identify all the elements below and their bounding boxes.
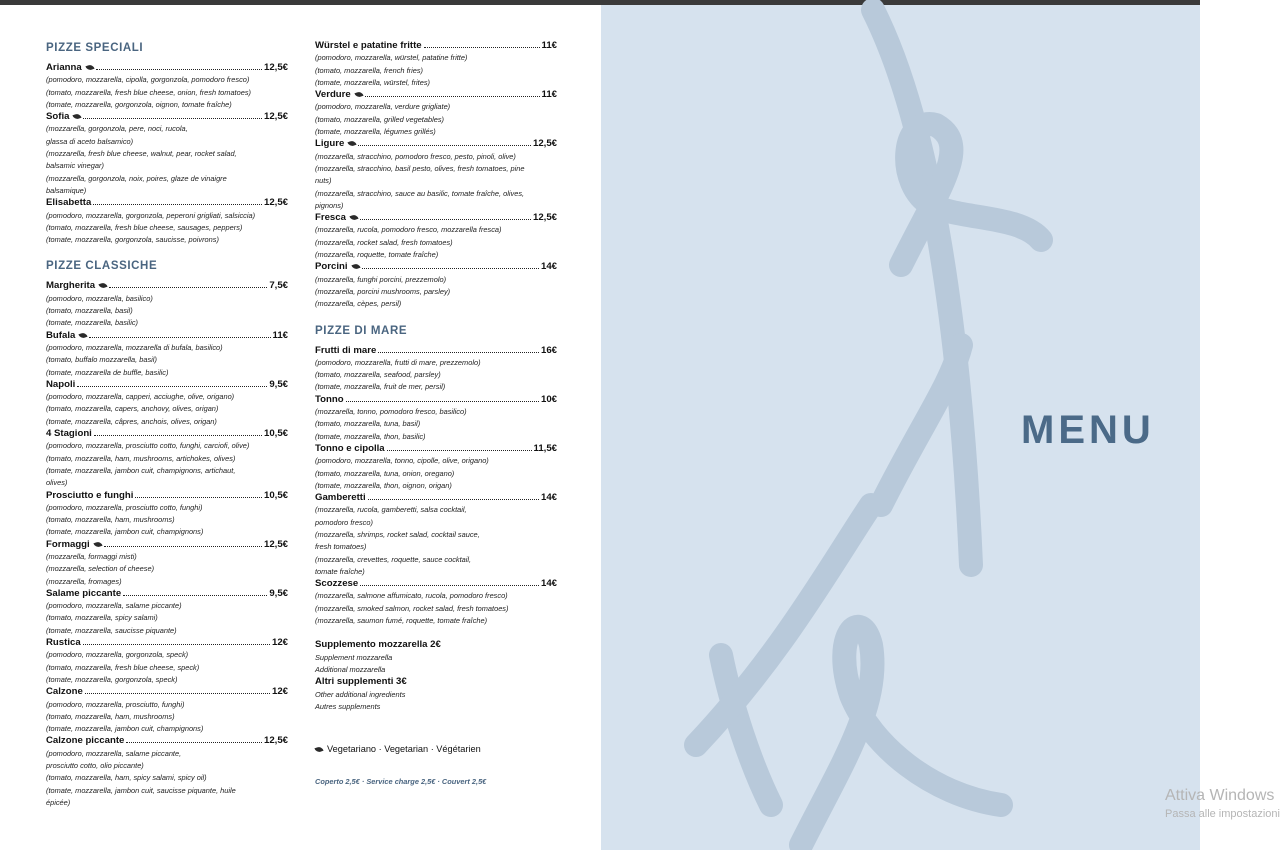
menu-item-price: 11,5€: [533, 442, 557, 454]
vegetarian-legend: [315, 743, 557, 755]
menu-item-row: [46, 280, 288, 292]
menu-item-description: (pomodoro, mozzarella, capperi, acciughe, olive, origano): [46, 392, 235, 402]
menu-item-description: (pomodoro, mozzarella, salame piccante,: [46, 748, 182, 758]
menu-item-description: (tomate, mozzarella de buffle, basilic): [46, 367, 169, 377]
leaf-icon: [348, 140, 357, 147]
menu-item-description: (pomodoro, mozzarella, würstel, patatine fritte): [315, 53, 468, 63]
menu-item-row: [315, 89, 557, 101]
menu-item-price: 12,5€: [263, 111, 288, 123]
menu-item-description: (mozzarella, rocket salad, fresh tomatoes): [315, 237, 453, 247]
menu-item-description: (pomodoro, mozzarella, prosciutto cotto, funghi): [46, 502, 203, 512]
menu-item-name: Margherita: [46, 280, 96, 292]
menu-item-row: [46, 588, 288, 600]
leader-dots: [96, 69, 262, 70]
menu-item-description: (pomodoro, mozzarella, verdure grigliate): [315, 102, 451, 112]
menu-item: [46, 280, 288, 329]
menu-item-description: (tomato, mozzarella, ham, mushrooms): [46, 711, 175, 721]
menu-item-name: Arianna: [46, 62, 82, 73]
leader-dots: [123, 595, 267, 596]
menu-item-description: glassa di aceto balsamico): [46, 136, 134, 146]
menu-item-price: 12,5€: [263, 538, 288, 550]
menu-item-description: (mozzarella, salmone affumicato, rucola, pomodoro fresco): [315, 591, 508, 601]
menu-item-name: Formaggi: [46, 538, 90, 550]
menu-item-name: Calzone piccante: [46, 735, 125, 747]
menu-item-description: (mozzarella, selection of cheese): [46, 564, 155, 574]
menu-item-description: (mozzarella, smoked salmon, rocket salad, fresh tomatoes): [315, 603, 509, 613]
leader-dots: [135, 497, 262, 498]
menu-item-row: [46, 111, 288, 123]
menu-item-description: (tomate, mozzarella, jambon cuit, champignons): [46, 724, 204, 734]
column-right: [315, 40, 557, 786]
menu-item-row: [46, 735, 288, 747]
menu-item-name: Tonno e cipolla: [315, 442, 385, 454]
menu-item-row: [315, 212, 557, 224]
menu-item-description: (tomato, mozzarella, basil): [46, 306, 133, 316]
menu-item: [46, 490, 288, 539]
menu-item-description: prosciutto cotto, olio piccante): [46, 761, 144, 771]
menu-item-description: (tomato, buffalo mozzarella, basil): [46, 355, 157, 365]
menu-item-description: (mozzarella, stracchino, pomodoro fresco, pesto, pinoli, olive): [315, 151, 516, 161]
menu-item-name: Ligure: [315, 138, 345, 150]
menu-item-description: (tomate, mozzarella, légumes grillés): [315, 127, 436, 137]
menu-item: [46, 735, 288, 809]
menu-item-description: pignons): [315, 200, 344, 210]
menu-item-description: (tomato, mozzarella, fresh blue cheese, sausages, peppers): [46, 222, 243, 232]
leaf-icon: [93, 541, 102, 548]
menu-item-description: (tomato, mozzarella, fresh blue cheese, speck): [46, 662, 200, 672]
menu-item-price: 14€: [540, 261, 557, 273]
menu-item-description: (tomate, mozzarella, gorgonzola, saucisse, poivrons): [46, 235, 219, 245]
leaf-icon: [349, 214, 358, 221]
menu-item: [46, 379, 288, 428]
menu-item-description: (mozzarella, tonno, pomodoro fresco, basilico): [315, 407, 467, 417]
menu-item-row: [315, 345, 557, 357]
menu-item-description: (pomodoro, mozzarella, gorgonzola, speck): [46, 650, 189, 660]
menu-item-row: [46, 197, 288, 209]
menu-item-description: (tomate, mozzarella, thon, basilic): [315, 431, 426, 441]
menu-item-description: (tomate, mozzarella, thon, oignon, origan): [315, 480, 452, 490]
menu-item-description: (mozzarella, rucola, gamberetti, salsa cocktail,: [315, 505, 467, 515]
menu-item-description: (tomate, mozzarella, würstel, frites): [315, 77, 430, 87]
menu-item-description: (pomodoro, mozzarella, prosciutto, funghi): [46, 699, 185, 709]
leader-dots: [358, 145, 531, 146]
menu-item-description: fresh tomatoes): [315, 542, 367, 552]
leader-dots: [387, 450, 532, 451]
menu-item-price: 11€: [541, 40, 557, 51]
menu-item-price: 7,5€: [269, 280, 288, 292]
menu-item-name: Calzone: [46, 686, 83, 698]
menu-item-price: 16€: [540, 344, 557, 356]
menu-item: [315, 261, 557, 310]
menu-item-row: [46, 62, 288, 74]
menu-item-description: (mozzarella, saumon fumé, roquette, tomate fraîche): [315, 616, 488, 626]
supplement-description: Other additional ingredients: [315, 689, 406, 699]
menu-item-description: (tomato, mozzarella, tuna, basil): [315, 419, 421, 429]
menu-item-description: (pomodoro, mozzarella, prosciutto cotto, funghi, carciofi, olive): [46, 441, 250, 451]
menu-item-description: (mozzarella, shrimps, rocket salad, cocktail sauce,: [315, 529, 480, 539]
menu-item-description: balsamique): [46, 185, 87, 195]
menu-item-name: Napoli: [46, 378, 76, 390]
menu-item-description: (pomodoro, mozzarella, salame piccante): [46, 601, 182, 611]
cover-charge: Coperto 2,5€ · Service charge 2,5€ · Couvert 2,5€: [315, 777, 487, 787]
menu-item-price: 12,5€: [532, 212, 557, 224]
leaf-icon: [79, 332, 88, 339]
menu-item-description: tomate fraîche): [315, 566, 365, 576]
menu-item-description: (tomate, mozzarella, basilic): [46, 318, 139, 328]
menu-item: [46, 62, 288, 111]
supplement-description: Additional mozzarella: [315, 664, 386, 674]
supplement-description: Supplement mozzarella: [315, 652, 393, 662]
leader-dots: [93, 204, 262, 205]
menu-item-description: pomodoro fresco): [315, 517, 373, 527]
menu-item-row: [46, 490, 288, 502]
menu-item: [315, 492, 557, 578]
menu-item-description: (mozzarella, rucola, pomodoro fresco, mozzarella fresca): [315, 225, 502, 235]
leader-dots: [360, 219, 531, 220]
menu-item-row: [315, 578, 557, 590]
menu-item-description: (mozzarella, formaggi misti): [46, 551, 137, 561]
menu-item-row: [315, 443, 557, 455]
menu-item-description: (pomodoro, mozzarella, frutti di mare, prezzemolo): [315, 357, 481, 367]
menu-item-row: [315, 40, 557, 52]
column-left: [46, 40, 288, 809]
supplement-title: Supplemento mozzarella 2€: [315, 639, 441, 651]
menu-item-row: [46, 379, 288, 391]
menu-item-description: (pomodoro, mozzarella, mozzarella di bufala, basilico): [46, 342, 223, 352]
menu-item-description: (tomato, mozzarella, french fries): [315, 65, 424, 75]
menu-item-description: (tomate, mozzarella, jambon cuit, champignons): [46, 527, 204, 537]
menu-item-description: (mozzarella, fromages): [46, 576, 122, 586]
supplement-description: Autres supplements: [315, 701, 381, 711]
supplement-title: Altri supplementi 3€: [315, 676, 407, 688]
leader-dots: [346, 401, 539, 402]
menu-item: [315, 138, 557, 212]
menu-item-price: 12,5€: [532, 138, 557, 150]
menu-item-row: [46, 539, 288, 551]
menu-item-description: (pomodoro, mozzarella, gorgonzola, peperoni grigliati, salsiccia): [46, 210, 256, 220]
menu-item-description: (tomato, mozzarella, seafood, parsley): [315, 370, 441, 380]
menu-item-row: [46, 686, 288, 698]
menu-item-price: 9,5€: [269, 587, 288, 599]
activation-watermark-sub: Passa alle impostazioni: [1165, 808, 1280, 820]
section-heading: PIZZE CLASSICHE: [46, 260, 158, 273]
menu-item-description: olives): [46, 478, 68, 488]
menu-item-description: (pomodoro, mozzarella, tonno, cipolle, olive, origano): [315, 456, 489, 466]
leader-dots: [83, 118, 262, 119]
menu-item: [315, 394, 557, 443]
menu-item-name: Bufala: [46, 329, 76, 341]
leaf-icon: [73, 113, 82, 120]
leader-dots: [83, 644, 270, 645]
menu-item-description: (mozzarella, cèpes, persil): [315, 299, 402, 309]
menu-item: [315, 578, 557, 627]
menu-item-description: (tomate, mozzarella, câpres, anchois, olives, origan): [46, 416, 217, 426]
menu-item: [46, 428, 288, 489]
leader-dots: [89, 337, 270, 338]
leader-dots: [126, 742, 262, 743]
menu-item: [315, 443, 557, 492]
menu-item-name: Frutti di mare: [315, 344, 377, 356]
menu-item: [46, 588, 288, 637]
activation-watermark: Attiva Windows: [1165, 787, 1275, 804]
menu-item-row: [315, 492, 557, 504]
leaf-icon: [85, 64, 94, 71]
menu-item-price: 10€: [540, 393, 557, 405]
leader-dots: [94, 435, 262, 436]
menu-item: [46, 111, 288, 197]
section-heading: PIZZE SPECIALI: [46, 42, 144, 54]
supplements: [315, 639, 557, 713]
leader-dots: [85, 693, 270, 694]
menu-item-row: [315, 261, 557, 273]
menu-item-price: 12,5€: [263, 62, 288, 73]
menu-item-description: (tomate, mozzarella, gorgonzola, oignon, tomate fraîche): [46, 99, 232, 109]
menu-item-description: épicée): [46, 797, 71, 807]
menu-item-description: (tomato, mozzarella, tuna, onion, oregano): [315, 468, 455, 478]
menu-item: [46, 197, 288, 246]
menu-item-description: (tomate, mozzarella, fruit de mer, persil): [315, 382, 446, 392]
menu-item-row: [46, 330, 288, 342]
menu-item-price: 10,5€: [263, 428, 288, 440]
menu-item-name: Prosciutto e funghi: [46, 489, 134, 501]
menu-item-description: (tomato, mozzarella, spicy salami): [46, 613, 158, 623]
menu-item: [46, 330, 288, 379]
menu-item-description: (mozzarella, porcini mushrooms, parsley): [315, 286, 451, 296]
menu-item-description: balsamic vinegar): [46, 161, 104, 171]
menu-item-name: Sofia: [46, 111, 70, 123]
menu-item-price: 10,5€: [263, 489, 288, 501]
menu-item-description: (mozzarella, gorgonzola, pere, noci, rucola,: [46, 124, 188, 134]
menu-item-description: (mozzarella, roquette, tomate fraîche): [315, 250, 439, 260]
menu-item-price: 12,5€: [263, 197, 288, 209]
menu-item-name: Porcini: [315, 261, 348, 273]
leaf-icon: [98, 282, 107, 289]
menu-item-description: (tomato, mozzarella, ham, mushrooms, artichokes, olives): [46, 453, 236, 463]
menu-item-description: (mozzarella, stracchino, basil pesto, olives, fresh tomatoes, pine: [315, 163, 525, 173]
menu-item-price: 12,5€: [263, 735, 288, 747]
section-heading: PIZZE DI MARE: [315, 324, 408, 337]
menu-item-name: Elisabetta: [46, 197, 92, 209]
menu-item: [46, 686, 288, 735]
menu-item-description: (mozzarella, crevettes, roquette, sauce cocktail,: [315, 554, 472, 564]
menu-item-description: (tomato, mozzarella, ham, spicy salami, spicy oil): [46, 773, 207, 783]
leader-dots: [109, 287, 267, 288]
menu-item: [315, 40, 557, 89]
menu-item-row: [46, 428, 288, 440]
leader-dots: [368, 499, 539, 500]
menu-item-name: Salame piccante: [46, 587, 122, 599]
leader-dots: [360, 585, 539, 586]
menu-item-description: (tomato, mozzarella, ham, mushrooms): [46, 515, 175, 525]
menu-item-name: Rustica: [46, 637, 81, 649]
menu-item-name: Scozzese: [315, 578, 359, 590]
menu-item-description: nuts): [315, 176, 332, 186]
menu-item-description: (tomato, mozzarella, grilled vegetables): [315, 114, 444, 124]
menu-item-name: 4 Stagioni: [46, 428, 92, 440]
menu-item-price: 12€: [271, 637, 288, 649]
menu-item-description: (pomodoro, mozzarella, basilico): [46, 293, 153, 303]
leader-dots: [77, 386, 267, 387]
menu-item-description: (tomate, mozzarella, saucisse piquante): [46, 625, 177, 635]
menu-title: MENU: [1021, 408, 1155, 452]
menu-item-name: Würstel e patatine fritte: [315, 40, 422, 51]
menu-item-price: 12€: [271, 686, 288, 698]
menu-item-name: Fresca: [315, 212, 346, 224]
menu-item-row: [315, 394, 557, 406]
menu-item-description: (mozzarella, stracchino, sauce au basilic, tomate fraîche, olives,: [315, 188, 525, 198]
menu-item-price: 11€: [272, 329, 288, 341]
leader-dots: [104, 546, 262, 547]
menu-item-name: Gamberetti: [315, 492, 366, 504]
leader-dots: [424, 47, 540, 48]
menu-item-name: Verdure: [315, 89, 351, 101]
leaf-icon: [314, 746, 323, 753]
leader-dots: [378, 352, 539, 353]
legend-text: Vegetariano · Vegetarian · Végétarien: [327, 744, 481, 755]
leader-dots: [362, 268, 539, 269]
menu-item-row: [315, 138, 557, 150]
menu-item: [315, 89, 557, 138]
menu-item-description: (tomate, mozzarella, jambon cuit, champignons, artichaut,: [46, 465, 236, 475]
menu-item-description: (tomato, mozzarella, capers, anchovy, olives, origan): [46, 404, 219, 414]
menu-item-description: (mozzarella, fresh blue cheese, walnut, pear, rocket salad,: [46, 149, 237, 159]
menu-item-description: (mozzarella, funghi porcini, prezzemolo): [315, 274, 447, 284]
menu-item-price: 14€: [540, 492, 557, 504]
leaf-icon: [351, 263, 360, 270]
menu-item: [315, 345, 557, 394]
menu-item-row: [46, 637, 288, 649]
menu-item-description: (tomate, mozzarella, jambon cuit, saucisse piquante, huile: [46, 785, 236, 795]
menu-item-description: (tomato, mozzarella, fresh blue cheese, onion, fresh tomatoes): [46, 87, 251, 97]
menu-item-description: (tomate, mozzarella, gorgonzola, speck): [46, 674, 178, 684]
leader-dots: [365, 96, 540, 97]
menu-item-price: 14€: [540, 578, 557, 590]
leaf-icon: [354, 91, 363, 98]
menu-item-price: 9,5€: [269, 378, 288, 390]
menu-item: [46, 539, 288, 588]
menu-item: [315, 212, 557, 261]
menu-item-description: (mozzarella, gorgonzola, noix, poires, glaze de vinaigre: [46, 173, 227, 183]
menu-item-price: 11€: [541, 89, 557, 101]
menu-item-description: (pomodoro, mozzarella, cipolla, gorgonzola, pomodoro fresco): [46, 75, 250, 85]
menu-item-name: Tonno: [315, 393, 344, 405]
menu-item: [46, 637, 288, 686]
